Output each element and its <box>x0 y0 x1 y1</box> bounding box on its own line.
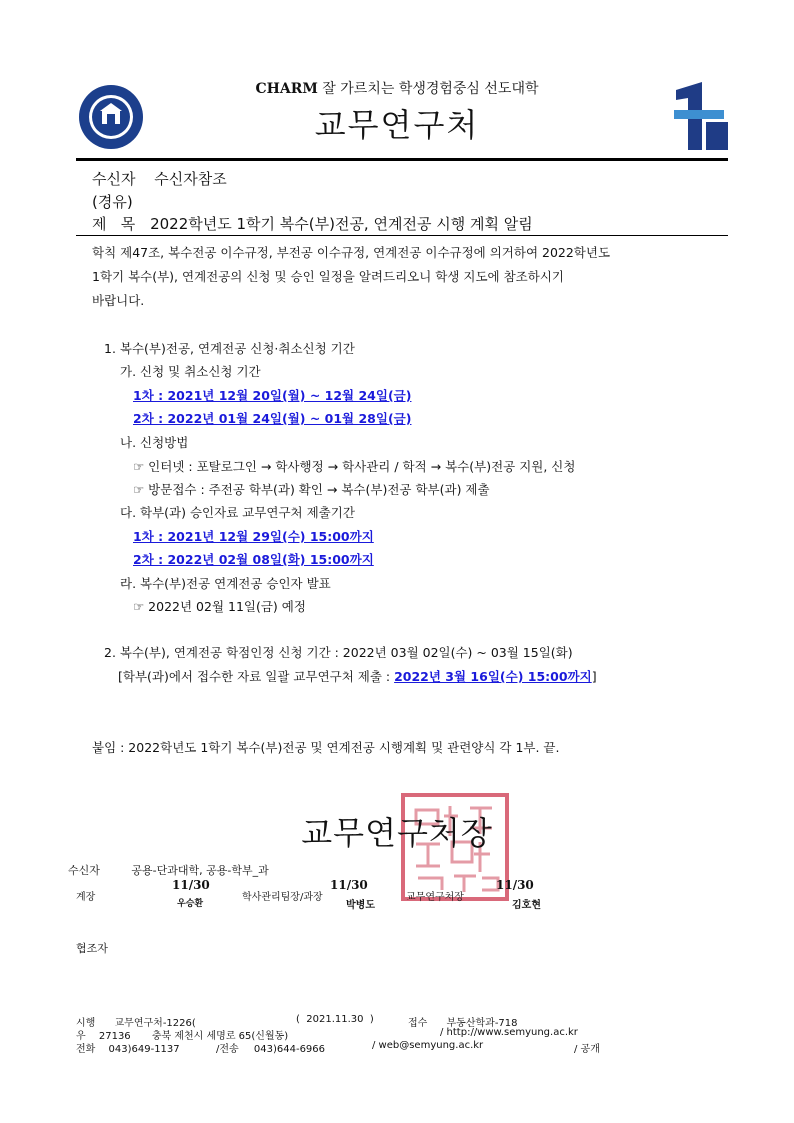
section-1-ga: 가. 신청 및 취소신청 기간 <box>120 364 261 379</box>
phone-label: 전화 <box>76 1044 96 1055</box>
subject-label: 제 목 <box>92 215 136 233</box>
section-1-heading: 1. 복수(부)전공, 연계전공 신청·취소신청 기간 <box>104 341 355 356</box>
fax-label: /전송 <box>216 1044 239 1055</box>
receipt-label: 접수 <box>408 1018 428 1029</box>
subject-divider <box>76 235 728 236</box>
header-divider <box>76 158 728 161</box>
method-visit: ☞ 방문접수 : 주전공 학부(과) 확인 → 복수(부)전공 학부(과) 제출 <box>133 482 490 497</box>
attachment-line: 붙임 : 2022학년도 1학기 복수(부)전공 및 연계전공 시행계획 및 관련양식 각 1부. 끝. <box>92 740 560 755</box>
method-online: ☞ 인터넷 : 포탈로그인 → 학사행정 → 학사관리 / 학적 → 복수(부)전공 지원, 신청 <box>133 459 576 474</box>
apply-period-1: 1차 : 2021년 12월 20일(월) ~ 12월 24일(금) <box>133 388 412 403</box>
section-2-heading: 2. 복수(부), 연계전공 학점인정 신청 기간 : 2022년 03월 02일(수) ~ 03월 15일(화) <box>104 645 573 660</box>
approver3-date: 11/30 <box>496 878 534 892</box>
org-title: 교무연구처 <box>314 106 480 144</box>
public-flag: / 공개 <box>574 1044 600 1055</box>
note-text: [학부(과)에서 접수한 자료 일괄 교무연구처 제출 : <box>118 669 395 684</box>
slogan-text: 잘 가르치는 학생경험중심 선도대학 <box>317 81 539 97</box>
apply-period-2: 2차 : 2022년 01월 24일(월) ~ 01월 28일(금) <box>133 411 412 426</box>
address-value: 충북 제천시 세명로 65(신월동) <box>151 1031 289 1042</box>
approver1-name: 우승환 <box>177 899 204 909</box>
exec-label: 시행 <box>76 1018 96 1029</box>
recipient-label: 수신자 <box>92 170 136 188</box>
intro-line-3: 바랍니다. <box>92 293 145 308</box>
submit-deadline-1: 1차 : 2021년 12월 29일(수) 15:00까지 <box>133 529 374 544</box>
approver2-role: 학사관리팀장/과장 <box>242 892 323 903</box>
exec-date: ( 2021.11.30 ) <box>296 1014 374 1025</box>
note-deadline: 2022년 3월 16일(수) 15:00까지 <box>394 669 592 684</box>
footer-recipients-label: 수신자 <box>68 864 100 877</box>
receipt-value: 부동산학과-718 <box>446 1018 518 1029</box>
website-url[interactable]: / http://www.semyung.ac.kr <box>440 1027 578 1038</box>
announcement-date: ☞ 2022년 02월 11일(금) 예정 <box>133 599 306 614</box>
coop-label: 협조자 <box>76 942 108 955</box>
section-1-na: 나. 신청방법 <box>120 435 189 450</box>
recipient-line <box>92 168 227 189</box>
footer-recipients-value: 공용-단과대학, 공용-학부_과 <box>131 864 269 877</box>
phone-line <box>76 1040 180 1055</box>
approver3-role: 교무연구처장 <box>406 892 464 903</box>
recipient-value: 수신자참조 <box>154 170 227 188</box>
approver1-date: 11/30 <box>172 878 210 892</box>
approver3-name: 김호현 <box>512 900 541 911</box>
section-1-da: 다. 학부(과) 승인자료 교무연구처 제출기간 <box>120 505 355 520</box>
zip-label: 우 <box>76 1031 86 1042</box>
approver1-role: 계장 <box>76 892 96 903</box>
fax-value: 043)644-6966 <box>253 1044 326 1055</box>
section-1-ra: 라. 복수(부)전공 연계전공 승인자 발표 <box>120 576 331 591</box>
no1-badge-logo <box>670 82 728 150</box>
signature-title: 교무연구처장 <box>301 814 493 852</box>
submit-deadline-2: 2차 : 2022년 02월 08일(화) 15:00까지 <box>133 552 374 567</box>
subject-value: 2022학년도 1학기 복수(부)전공, 연계전공 시행 계획 알림 <box>150 215 533 233</box>
fax-line <box>216 1040 325 1055</box>
section-2-note <box>118 667 597 685</box>
intro-line-1: 학칙 제47조, 복수전공 이수규정, 부전공 이수규정, 연계전공 이수규정에 의거하여 2022학년도 <box>92 245 611 260</box>
email-address[interactable]: / web@semyung.ac.kr <box>372 1040 484 1051</box>
approver2-name: 박병도 <box>346 900 375 911</box>
exec-value: 교무연구처-1226( <box>114 1018 196 1029</box>
slogan-brand: CHARM <box>255 81 318 97</box>
via-label: (경유) <box>92 193 133 211</box>
zip-value: 27136 <box>98 1031 131 1042</box>
phone-value: 043)649-1137 <box>108 1044 180 1055</box>
note-close: ] <box>591 669 597 684</box>
intro-line-2: 1학기 복수(부), 연계전공의 신청 및 승인 일정을 알려드리오니 학생 지도에 참조하시기 <box>92 269 564 284</box>
approver2-date: 11/30 <box>330 878 368 892</box>
subject-line <box>92 213 533 234</box>
footer-recipients <box>68 862 269 878</box>
